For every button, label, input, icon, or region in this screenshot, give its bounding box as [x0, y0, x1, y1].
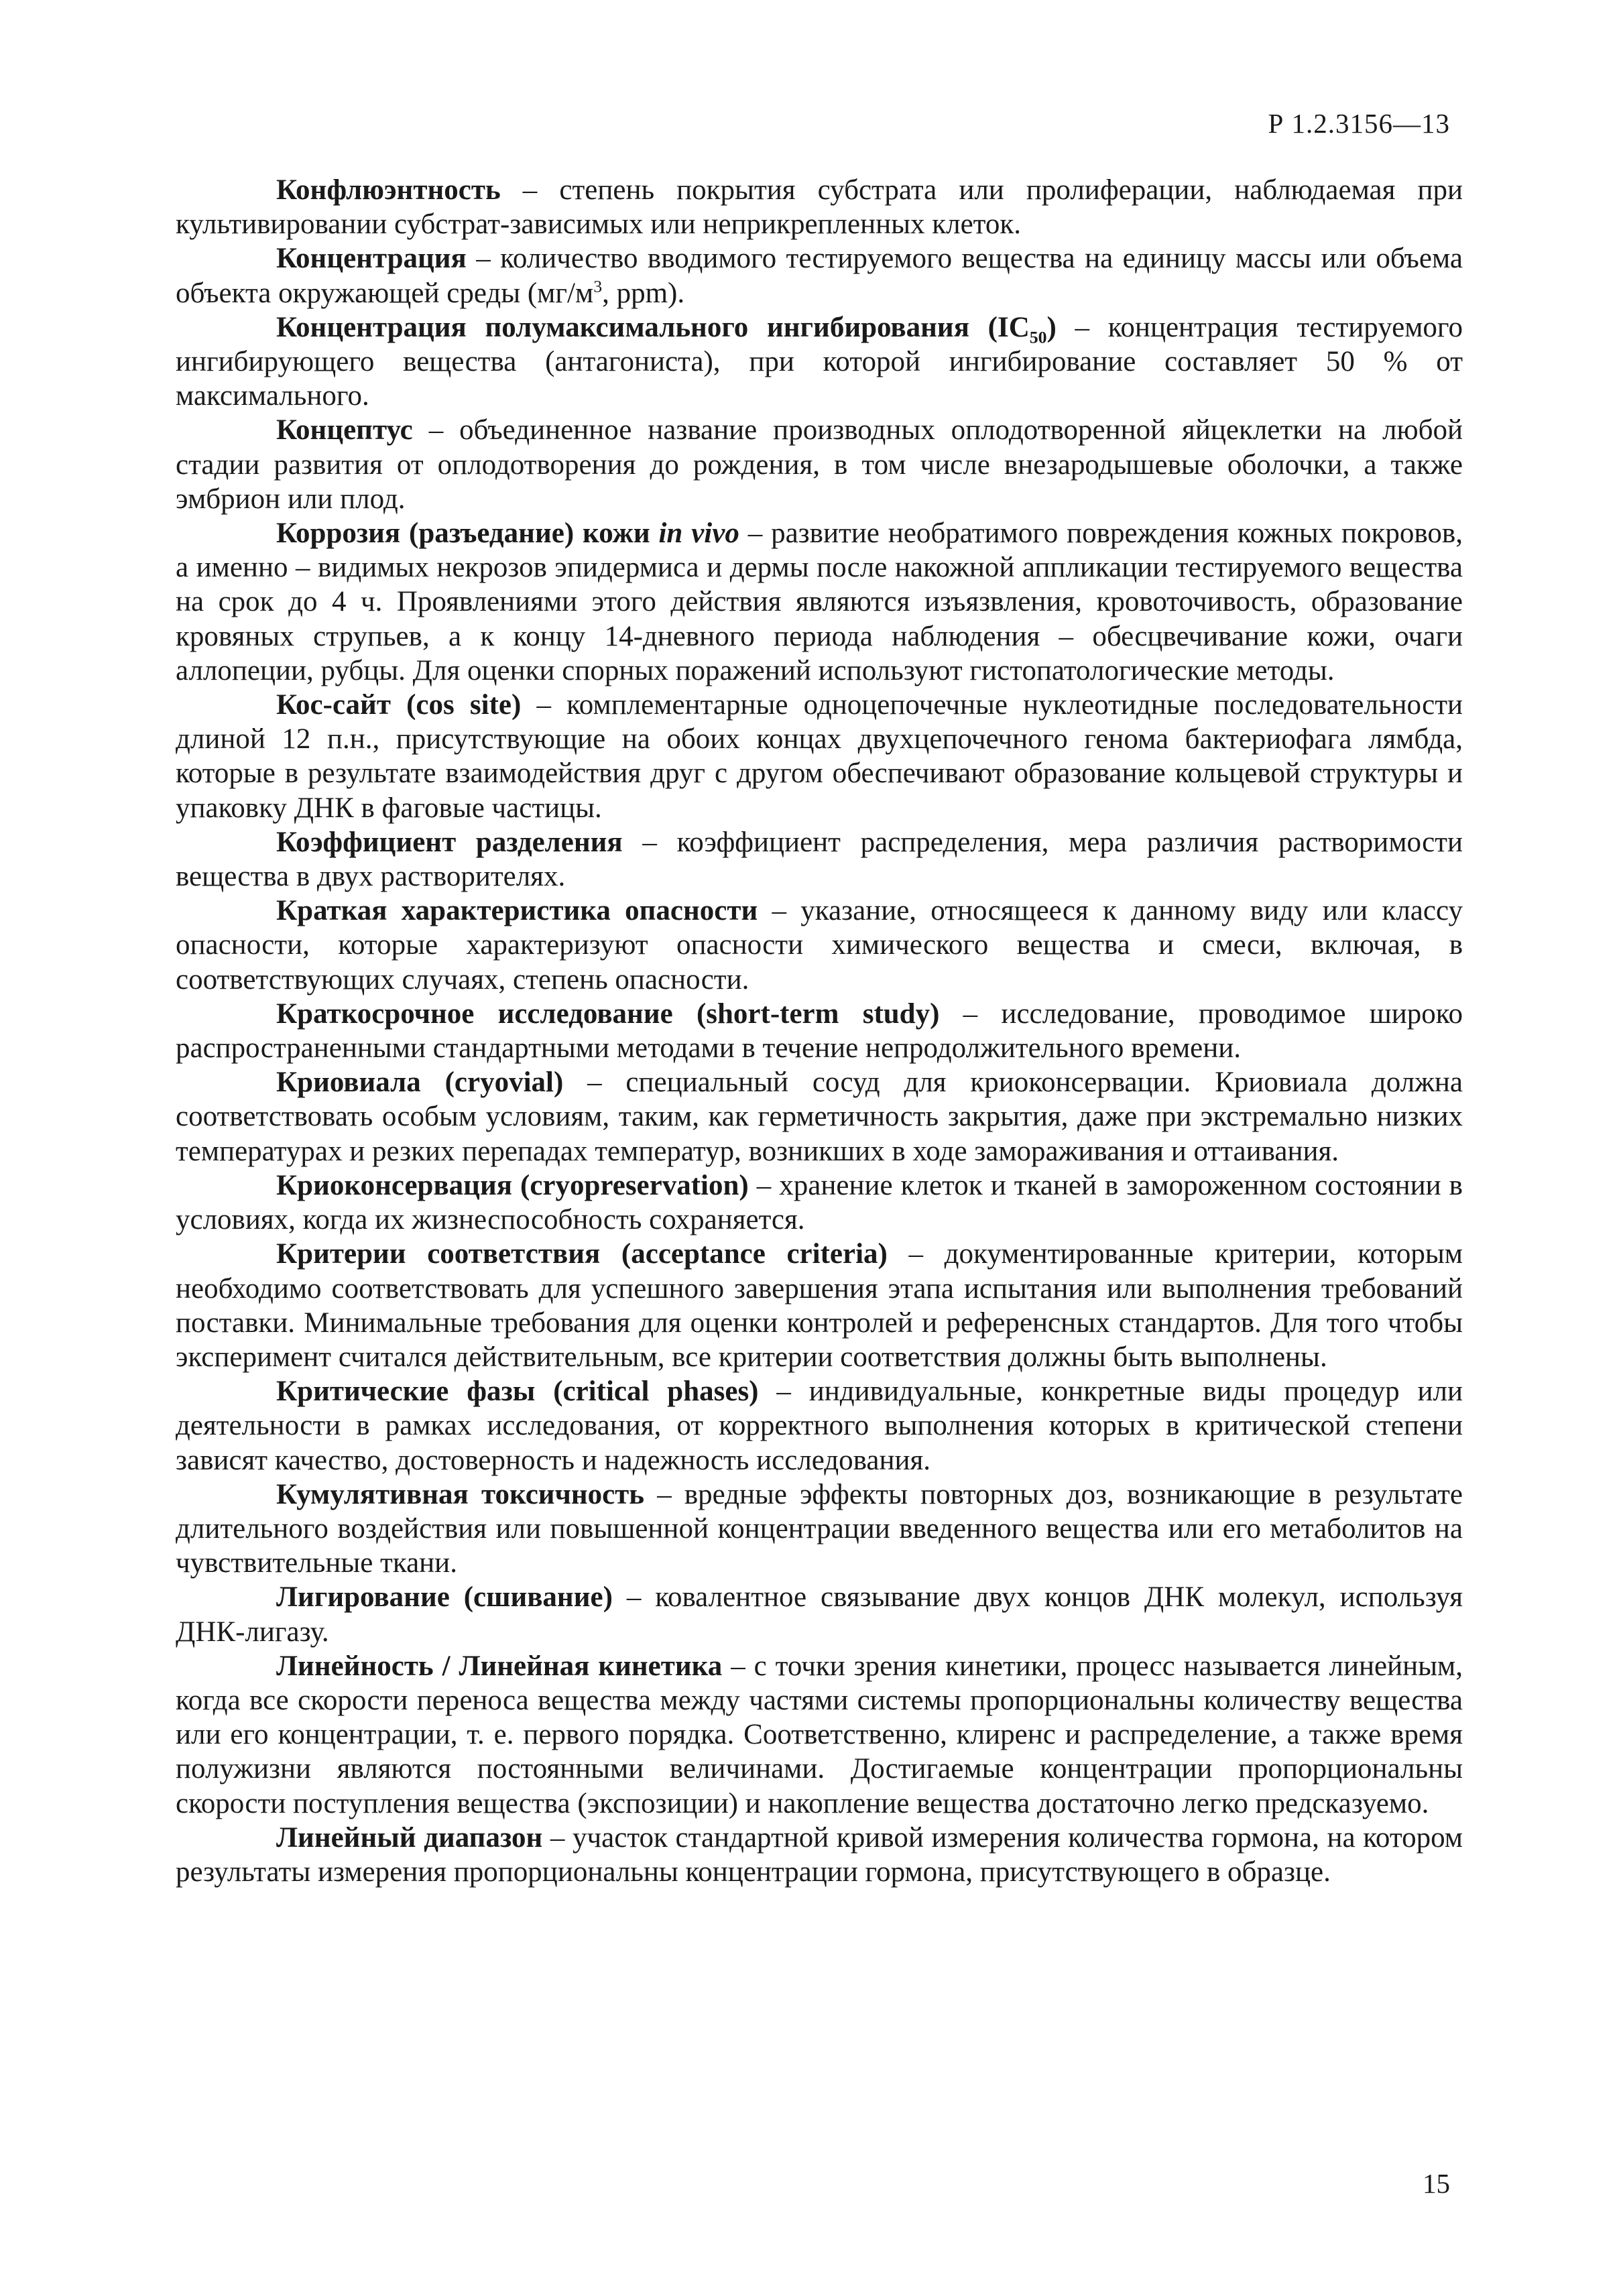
glossary-entry: [176, 1168, 1463, 1237]
glossary-entry: [176, 1237, 1463, 1374]
glossary-entry: [176, 825, 1463, 894]
glossary-definition: – индивидуальные, конкретные виды процедур или деятельности в рамках исследования, от корректного выполнения которых в критической степени зависят качество, достоверность и надежность исследования.: [176, 1376, 1463, 1476]
glossary-definition: – развитие необратимого повреждения кожных покровов, а именно – видимых некрозов эпидермиса и дермы после накожной аппликации тестируемого вещества на срок до 4 ч. Проявлениями этого действия являются изъязвления, кровоточивость, образование кровяных струпьев, а к концу 14-дневного периода наблюдения – обесцвечивание кожи, очаги аллопеции, рубцы. Для оценки спорных поражений используют гистопатологические методы.: [176, 518, 1463, 686]
glossary-term: Кос-сайт (cos site): [276, 689, 522, 721]
glossary-entry: [176, 1065, 1463, 1168]
glossary-definition: – степень покрытия субстрата или пролиферации, наблюдаемая при культивировании субстрат-зависимых или неприкрепленных клеток.: [176, 174, 1463, 241]
glossary-term: Критерии соответствия (acceptance criteria): [276, 1238, 888, 1270]
glossary-term: Концентрация: [276, 243, 467, 275]
glossary-definition: – количество вводимого тестируемого вещества на единицу массы или объема объекта окружающей среды (мг/м: [176, 243, 1463, 309]
glossary-entry: [176, 1374, 1463, 1477]
glossary-term: Кумулятивная токсичность: [276, 1478, 645, 1510]
subscript: 50: [1029, 327, 1047, 347]
glossary-definition: – комплементарные одноцепочечные нуклеотидные последовательности длиной 12 п.н., присутствующие на обоих концах двухцепочечного генома бактериофага лямбда, которые в результате взаимодействия друг с другом обеспечивают образование кольцевой структуры и упаковку ДНК в фаговые частицы.: [176, 689, 1463, 824]
document-code: Р 1.2.3156—13: [1268, 108, 1450, 139]
glossary-term: Коэффициент разделения: [276, 826, 623, 858]
glossary-entry: [176, 1580, 1463, 1648]
glossary-definition: – объединенное название производных оплодотворенной яйцеклетки на любой стадии развития от оплодотворения до рождения, в том числе внезародышевые оболочки, а также эмбрион или плод.: [176, 414, 1463, 515]
glossary-term: Лигирование (сшивание): [276, 1581, 613, 1614]
glossary-entry: [176, 688, 1463, 825]
glossary-body: [176, 173, 1463, 1889]
glossary-definition: – с точки зрения кинетики, процесс называется линейным, когда все скорости переноса вещества между частями системы пропорциональны количеству вещества или его концентрации, т. е. первого порядка. Соответственно, клиренс и распределение, а также время полужизни являются постоянными величинами. Достигаемые концентрации пропорциональны скорости поступления вещества (экспозиции) и накопление вещества достаточно легко предсказуемо.: [176, 1650, 1463, 1819]
glossary-entry: [176, 413, 1463, 516]
glossary-definition: – специальный сосуд для криоконсервации. Криовиала должна соответствовать особым условиям, таким, как герметичность закрытия, даже при экстремально низких температурах и резких перепадах температур, возникших в ходе замораживания и оттаивания.: [176, 1067, 1463, 1167]
glossary-definition: – коэффициент распределения, мера различия растворимости вещества в двух растворителях.: [176, 826, 1463, 893]
glossary-definition: – указание, относящееся к данному виду или классу опасности, которые характеризуют опасности химического вещества и смеси, включая, в соответствующих случаях, степень опасности.: [176, 895, 1463, 995]
glossary-entry: [176, 173, 1463, 241]
glossary-entry: [176, 310, 1463, 414]
glossary-entry: [176, 1649, 1463, 1821]
glossary-term: Концептус: [276, 414, 413, 446]
glossary-term: Криовиала (cryovial): [276, 1067, 564, 1099]
glossary-entry: [176, 1477, 1463, 1581]
glossary-term: Конфлюэнтность: [276, 174, 501, 206]
glossary-term: Краткая характеристика опасности: [276, 895, 758, 927]
glossary-definition: – участок стандартной кривой измерения количества гормона, на котором результаты измерения пропорциональны концентрации гормона, присутствующего в образце.: [176, 1821, 1463, 1888]
glossary-definition-tail: , ppm).: [602, 277, 685, 309]
glossary-term-italic: in vivo: [658, 518, 739, 550]
glossary-term: Криоконсервация (cryopreservation): [276, 1169, 749, 1201]
glossary-entry: [176, 1821, 1463, 1889]
page-number: 15: [1423, 2168, 1450, 2199]
glossary-definition: – ковалентное связывание двух концов ДНК молекул, используя ДНК-лигазу.: [176, 1581, 1463, 1648]
glossary-term: [276, 311, 1057, 347]
glossary-term: Линейность / Линейная кинетика: [276, 1650, 723, 1682]
glossary-term: Краткосрочное исследование (short-term study): [276, 998, 940, 1030]
glossary-term: Критические фазы (critical phases): [276, 1376, 759, 1408]
glossary-definition: – концентрация тестируемого ингибирующего вещества (антагониста), при которой ингибирование составляет 50 % от максимального.: [176, 311, 1463, 412]
glossary-definition: – вредные эффекты повторных доз, возникающие в результате длительного воздействия или повышенной концентрации введенного вещества или его метаболитов на чувствительные ткани.: [176, 1478, 1463, 1579]
superscript: 3: [593, 276, 603, 296]
glossary-definition: – документированные критерии, которым необходимо соответствовать для успешного завершения этапа испытания или выполнения требований поставки. Минимальные требования для оценки контролей и референсных стандартов. Для того чтобы эксперимент считался действительным, все критерии соответствия должны быть выполнены.: [176, 1238, 1463, 1373]
glossary-entry: [176, 241, 1463, 310]
glossary-definition: – хранение клеток и тканей в замороженном состоянии в условиях, когда их жизнеспособность сохраняется.: [176, 1169, 1463, 1236]
glossary-term-main: Концентрация полумаксимального ингибирования (IC: [276, 311, 1030, 343]
glossary-term: Линейный диапазон: [276, 1821, 543, 1854]
glossary-definition: – исследование, проводимое широко распространенными стандартными методами в течение непродолжительного времени.: [176, 998, 1463, 1065]
glossary-entry: [176, 997, 1463, 1065]
glossary-term: Коррозия (разъедание) кожи: [276, 518, 659, 550]
glossary-entry: [176, 894, 1463, 997]
glossary-term-close: ): [1046, 311, 1057, 343]
glossary-entry: [176, 516, 1463, 688]
